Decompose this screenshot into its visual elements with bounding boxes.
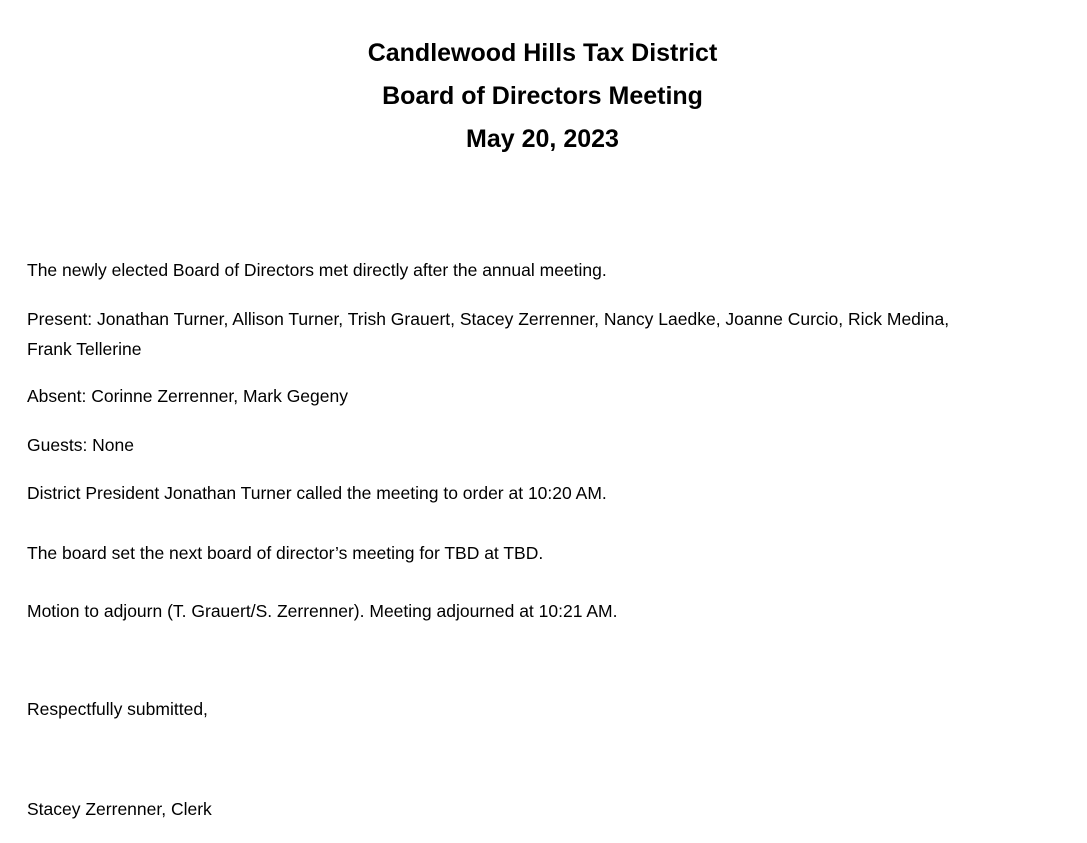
intro-paragraph: The newly elected Board of Directors met directly after the annual meeting. bbox=[27, 260, 607, 280]
closing-salutation: Respectfully submitted, bbox=[27, 699, 208, 719]
meeting-title: Board of Directors Meeting bbox=[382, 82, 703, 110]
guests-paragraph: Guests: None bbox=[27, 435, 134, 455]
district-title: Candlewood Hills Tax District bbox=[367, 39, 718, 67]
next-meeting-paragraph: The board set the next board of director’s meeting for TBD at TBD. bbox=[27, 543, 544, 563]
adjourn-paragraph: Motion to adjourn (T. Grauert/S. Zerrenner). Meeting adjourned at 10:21 AM. bbox=[27, 601, 618, 621]
call-to-order-paragraph: District President Jonathan Turner called the meeting to order at 10:20 AM. bbox=[27, 483, 607, 503]
clerk-signature: Stacey Zerrenner, Clerk bbox=[27, 799, 212, 819]
absent-paragraph: Absent: Corinne Zerrenner, Mark Gegeny bbox=[27, 386, 348, 406]
document-header bbox=[0, 32, 1085, 161]
present-line-1: Present: Jonathan Turner, Allison Turner, Trish Grauert, Stacey Zerrenner, Nancy Laedke, Joanne Curcio, Rick Medina, bbox=[27, 309, 950, 329]
present-line-2: Frank Tellerine bbox=[27, 339, 142, 359]
meeting-date: May 20, 2023 bbox=[466, 125, 619, 153]
